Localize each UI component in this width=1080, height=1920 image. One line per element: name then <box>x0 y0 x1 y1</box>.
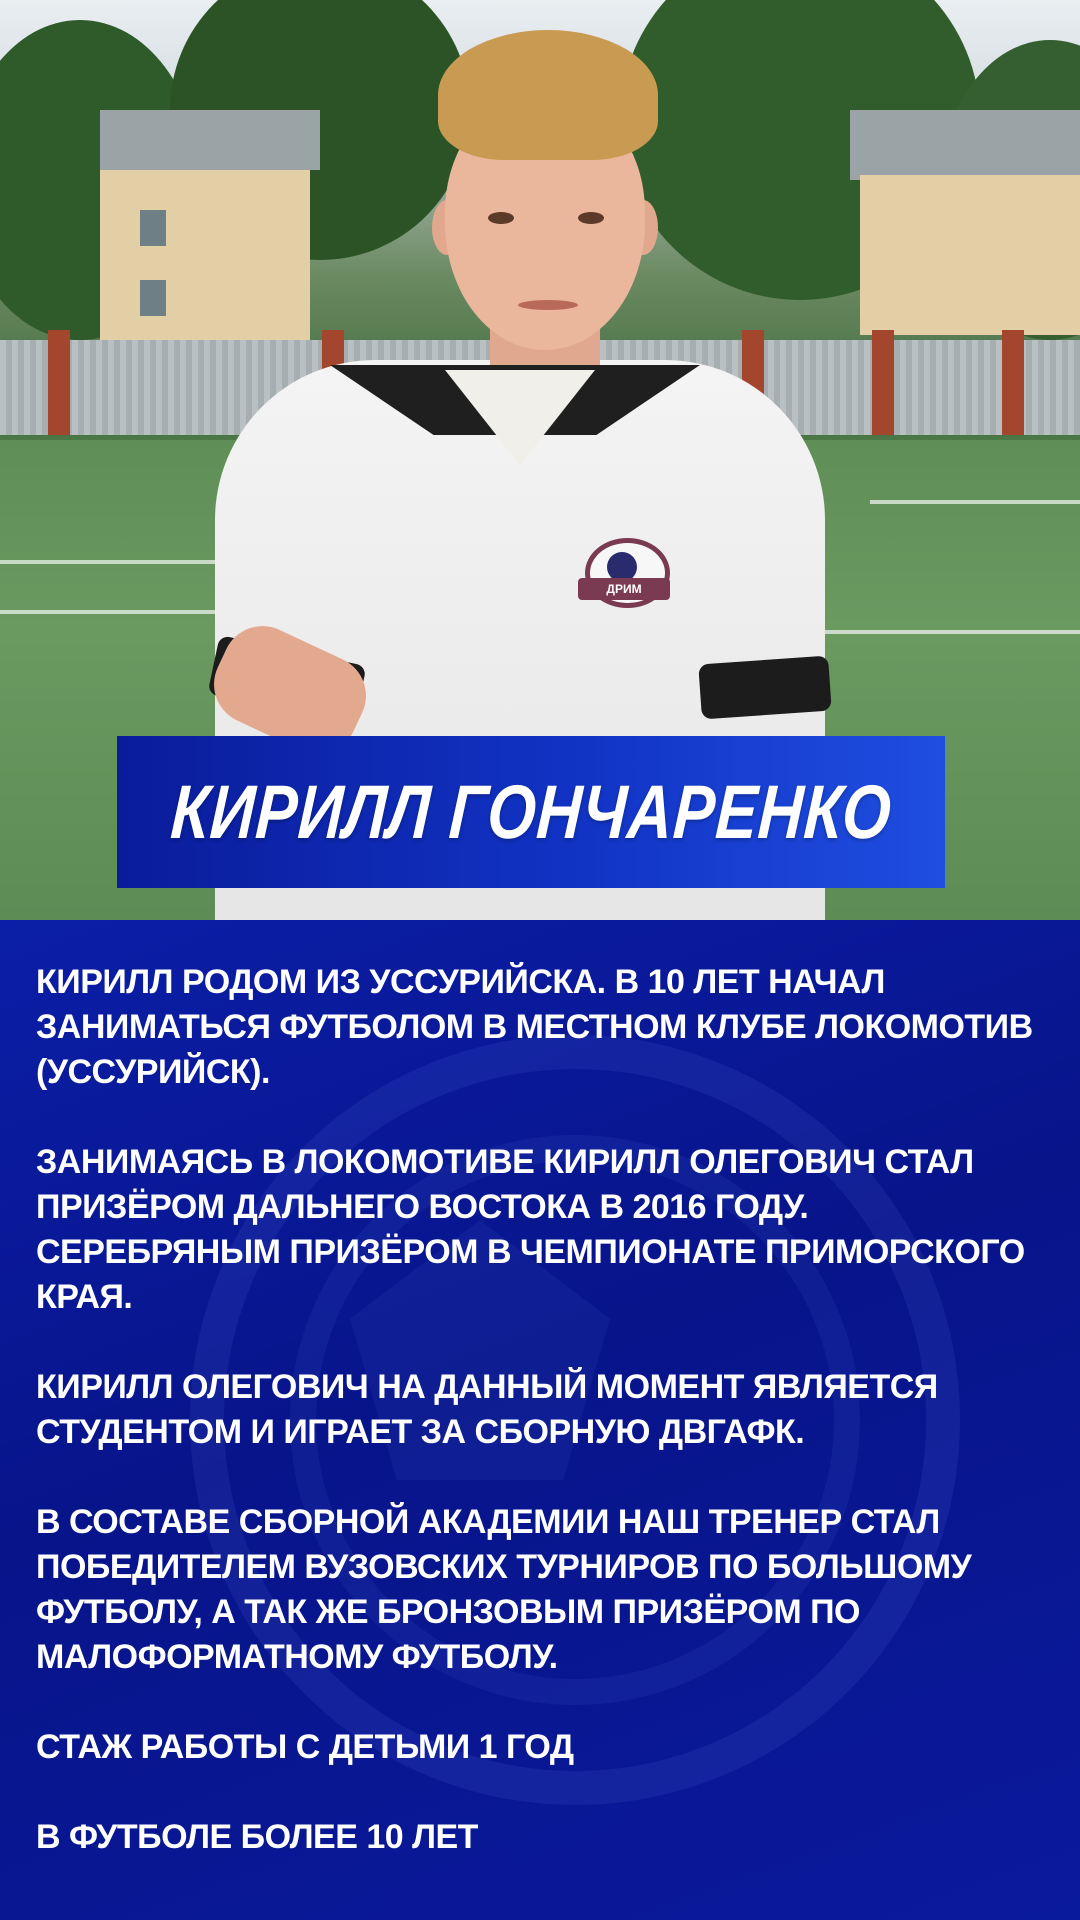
eye <box>488 212 514 224</box>
bio-paragraph-origin: КИРИЛЛ РОДОМ ИЗ УССУРИЙСКА. В 10 ЛЕТ НАЧАЛ ЗАНИМАТЬСЯ ФУТБОЛОМ В МЕСТНОМ КЛУБЕ ЛОКОМОТИВ (УССУРИЙСК). <box>36 963 1033 1091</box>
pitch-line <box>870 500 1080 504</box>
coach-name: КИРИЛЛ ГОНЧАРЕНКО <box>168 769 894 855</box>
building <box>860 175 1080 335</box>
bio-paragraph-football-years: В ФУТБОЛЕ БОЛЕЕ 10 ЛЕТ <box>36 1818 478 1856</box>
mouth <box>518 300 578 310</box>
building-window <box>140 280 166 316</box>
bio-paragraph-experience: СТАЖ РАБОТЫ С ДЕТЬМИ 1 ГОД <box>36 1728 574 1766</box>
eye <box>578 212 604 224</box>
jersey-sleeve-right <box>698 656 832 720</box>
bio-paragraph-academy: В СОСТАВЕ СБОРНОЙ АКАДЕМИИ НАШ ТРЕНЕР СТАЛ ПОБЕДИТЕЛЕМ ВУЗОВСКИХ ТУРНИРОВ ПО БОЛЬШОМУ ФУТБОЛУ, А ТАК ЖЕ БРОНЗОВЫМ ПРИЗЁРОМ ПО МАЛОФОРМАТНОМУ ФУТБОЛУ. <box>36 1503 972 1676</box>
fence-post <box>1002 330 1024 435</box>
hair <box>438 30 658 160</box>
building-roof <box>100 110 320 170</box>
building-roof <box>850 110 1080 180</box>
building-window <box>140 210 166 246</box>
name-banner <box>117 736 945 888</box>
club-crest-label: ДРИМ <box>578 578 670 600</box>
bio-paragraph-student: КИРИЛЛ ОЛЕГОВИЧ НА ДАННЫЙ МОМЕНТ ЯВЛЯЕТСЯ СТУДЕНТОМ И ИГРАЕТ ЗА СБОРНУЮ ДВГАФК. <box>36 1368 938 1451</box>
bio-panel <box>0 920 1080 1920</box>
fence-post <box>48 330 70 435</box>
pitch-line <box>0 610 240 614</box>
pitch-line <box>820 630 1080 634</box>
bio-text <box>36 960 1046 1860</box>
bio-paragraph-achievements: ЗАНИМАЯСЬ В ЛОКОМОТИВЕ КИРИЛЛ ОЛЕГОВИЧ СТАЛ ПРИЗЁРОМ ДАЛЬНЕГО ВОСТОКА В 2016 ГОДУ. СЕРЕБРЯНЫМ ПРИЗЁРОМ В ЧЕМПИОНАТЕ ПРИМОРСКОГО КРАЯ. <box>36 1143 1025 1316</box>
fence-post <box>872 330 894 435</box>
building <box>100 170 310 340</box>
